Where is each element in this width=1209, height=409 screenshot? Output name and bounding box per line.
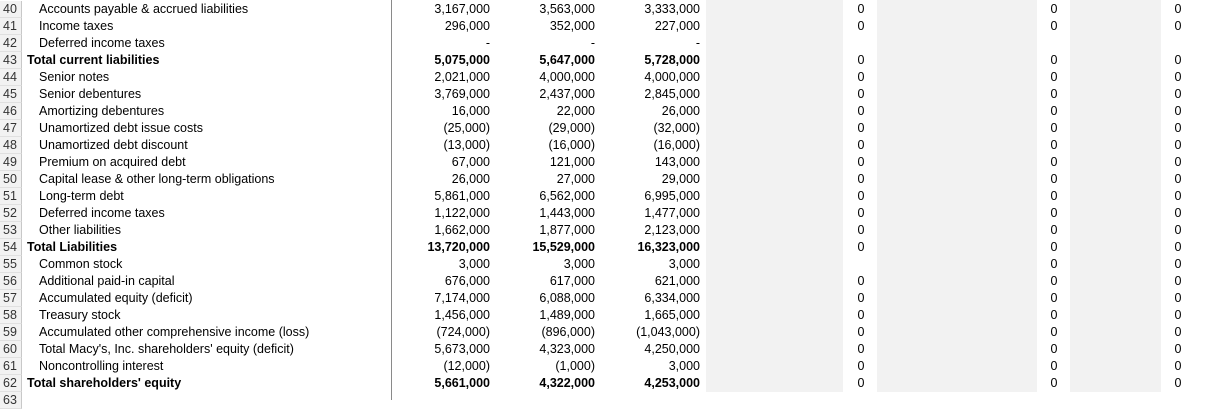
check-cell-col-3[interactable]: 0 xyxy=(1174,189,1182,203)
value-cell-col-1[interactable]: (25,000) xyxy=(443,121,490,135)
check-cell-col-2[interactable]: 0 xyxy=(1050,274,1058,288)
row-header[interactable]: 54 xyxy=(0,239,22,256)
value-cell-col-2[interactable]: 6,562,000 xyxy=(539,189,595,203)
value-cell-col-2[interactable]: 4,323,000 xyxy=(539,342,595,356)
check-cell-col-3[interactable]: 0 xyxy=(1174,291,1182,305)
value-cell-col-2[interactable]: (16,000) xyxy=(548,138,595,152)
value-cell-col-3[interactable]: 5,728,000 xyxy=(644,53,700,67)
row-label-cell[interactable]: Unamortized debt issue costs xyxy=(39,121,203,135)
row-label-cell[interactable]: Total shareholders' equity xyxy=(27,376,182,390)
value-cell-col-2[interactable]: 5,647,000 xyxy=(539,53,595,67)
value-cell-col-2[interactable]: 617,000 xyxy=(549,274,595,288)
check-cell-col-2[interactable]: 0 xyxy=(1050,257,1058,271)
value-cell-col-3[interactable]: - xyxy=(695,36,700,50)
table-row xyxy=(0,222,1209,239)
check-cell-col-1[interactable] xyxy=(851,256,871,273)
value-cell-col-1[interactable]: 7,174,000 xyxy=(434,291,490,305)
row-label-cell[interactable]: Accumulated equity (deficit) xyxy=(39,291,193,305)
row-header[interactable]: 43 xyxy=(0,52,22,69)
check-cell-col-2[interactable]: 0 xyxy=(1050,2,1058,16)
check-cell-col-3[interactable]: 0 xyxy=(1174,359,1182,373)
check-cell-col-2[interactable]: 0 xyxy=(1050,155,1058,169)
check-cell-col-1[interactable]: 0 xyxy=(857,121,865,135)
check-cell-col-2[interactable]: 0 xyxy=(1050,189,1058,203)
row-label-cell[interactable]: Unamortized debt discount xyxy=(39,138,188,152)
check-cell-col-1[interactable]: 0 xyxy=(857,53,865,67)
row-header[interactable]: 58 xyxy=(0,307,22,324)
value-cell-col-1[interactable]: (724,000) xyxy=(436,325,490,339)
value-cell-col-1[interactable]: 16,000 xyxy=(451,104,490,118)
row-header[interactable]: 45 xyxy=(0,86,22,103)
check-cell-col-2[interactable]: 0 xyxy=(1050,19,1058,33)
check-cell-col-2[interactable]: 0 xyxy=(1050,359,1058,373)
row-label-cell[interactable]: Amortizing debentures xyxy=(39,104,165,118)
value-cell-col-1[interactable]: 1,122,000 xyxy=(434,206,490,220)
table-row xyxy=(0,324,1209,341)
table-row xyxy=(0,171,1209,188)
value-cell-col-3[interactable]: 227,000 xyxy=(654,19,700,33)
value-cell-col-1[interactable]: 26,000 xyxy=(451,172,490,186)
check-cell-col-1[interactable]: 0 xyxy=(857,325,865,339)
value-cell-col-1[interactable]: 1,662,000 xyxy=(434,223,490,237)
row-label-cell[interactable]: Total current liabilities xyxy=(27,53,160,67)
value-cell-col-2[interactable]: 2,437,000 xyxy=(539,87,595,101)
value-cell-col-2[interactable]: 15,529,000 xyxy=(532,240,595,254)
value-cell-col-1[interactable]: 3,769,000 xyxy=(434,87,490,101)
table-row xyxy=(0,273,1209,290)
check-cell-col-1[interactable]: 0 xyxy=(857,172,865,186)
value-cell-col-3[interactable]: 3,000 xyxy=(668,257,700,271)
value-cell-col-3[interactable]: (1,043,000) xyxy=(636,325,700,339)
table-row xyxy=(0,120,1209,137)
check-cell-col-1[interactable]: 0 xyxy=(857,291,865,305)
row-header[interactable]: 52 xyxy=(0,205,22,222)
row-label-cell[interactable]: Total Macy's, Inc. shareholders' equity (deficit) xyxy=(39,342,294,356)
value-cell-col-1[interactable]: 5,673,000 xyxy=(434,342,490,356)
check-cell-col-1[interactable] xyxy=(851,392,871,409)
value-cell-col-1[interactable]: (13,000) xyxy=(443,138,490,152)
value-cell-col-3[interactable]: 26,000 xyxy=(661,104,700,118)
check-cell-col-2[interactable]: 0 xyxy=(1050,172,1058,186)
value-cell-col-1[interactable]: 3,000 xyxy=(458,257,490,271)
check-cell-col-3[interactable]: 0 xyxy=(1174,342,1182,356)
table-row xyxy=(0,341,1209,358)
check-cell-col-2[interactable]: 0 xyxy=(1050,240,1058,254)
row-header[interactable]: 40 xyxy=(0,1,22,18)
check-cell-col-1[interactable]: 0 xyxy=(857,359,865,373)
table-row xyxy=(0,137,1209,154)
check-cell-col-3[interactable]: 0 xyxy=(1174,155,1182,169)
row-label-cell[interactable]: Deferred income taxes xyxy=(39,36,165,50)
row-header[interactable]: 60 xyxy=(0,341,22,358)
value-cell-col-2[interactable]: 3,563,000 xyxy=(539,2,595,16)
check-cell-col-2[interactable]: 0 xyxy=(1050,138,1058,152)
check-cell-col-2[interactable]: 0 xyxy=(1050,121,1058,135)
check-cell-col-2[interactable]: 0 xyxy=(1050,87,1058,101)
value-cell-col-2[interactable]: 3,000 xyxy=(563,257,595,271)
row-label-cell[interactable]: Accounts payable & accrued liabilities xyxy=(39,2,249,16)
value-cell-col-1[interactable]: 5,075,000 xyxy=(434,53,490,67)
row-label-cell[interactable]: Total Liabilities xyxy=(27,240,118,254)
value-cell-col-1[interactable]: 2,021,000 xyxy=(434,70,490,84)
value-cell-col-2[interactable]: (896,000) xyxy=(541,325,595,339)
row-header[interactable]: 62 xyxy=(0,375,22,392)
check-cell-col-2[interactable]: 0 xyxy=(1050,325,1058,339)
row-label-cell[interactable]: Common stock xyxy=(39,257,123,271)
row-label-cell[interactable]: Treasury stock xyxy=(39,308,121,322)
value-cell-col-2[interactable] xyxy=(505,392,595,409)
check-cell-col-2[interactable] xyxy=(1044,35,1064,52)
value-cell-col-3[interactable]: 3,000 xyxy=(668,359,700,373)
check-cell-col-1[interactable]: 0 xyxy=(857,223,865,237)
value-cell-col-1[interactable]: 296,000 xyxy=(444,19,490,33)
check-cell-col-1[interactable]: 0 xyxy=(857,189,865,203)
value-cell-col-1[interactable]: 676,000 xyxy=(444,274,490,288)
check-cell-col-3[interactable]: 0 xyxy=(1174,70,1182,84)
check-cell-col-1[interactable]: 0 xyxy=(857,342,865,356)
table-row xyxy=(0,205,1209,222)
check-cell-col-1[interactable]: 0 xyxy=(857,104,865,118)
row-label-cell[interactable]: Income taxes xyxy=(39,19,114,33)
row-label-cell[interactable]: Senior notes xyxy=(39,70,110,84)
row-label-cell[interactable]: Long-term debt xyxy=(39,189,124,203)
check-cell-col-2[interactable]: 0 xyxy=(1050,376,1058,390)
check-cell-col-2[interactable] xyxy=(1044,392,1064,409)
check-cell-col-3[interactable]: 0 xyxy=(1174,2,1182,16)
check-cell-col-3[interactable]: 0 xyxy=(1174,87,1182,101)
row-label-cell[interactable]: Senior debentures xyxy=(39,87,142,101)
value-cell-col-2[interactable]: 121,000 xyxy=(549,155,595,169)
check-cell-col-3[interactable] xyxy=(1168,392,1188,409)
value-cell-col-2[interactable]: 27,000 xyxy=(556,172,595,186)
value-cell-col-1[interactable]: 3,167,000 xyxy=(434,2,490,16)
table-row xyxy=(0,290,1209,307)
value-cell-col-3[interactable]: 1,665,000 xyxy=(644,308,700,322)
value-cell-col-2[interactable]: 4,322,000 xyxy=(539,376,595,390)
check-cell-col-3[interactable] xyxy=(1168,35,1188,52)
table-row xyxy=(0,52,1209,69)
row-header[interactable]: 41 xyxy=(0,18,22,35)
check-cell-col-3[interactable]: 0 xyxy=(1174,138,1182,152)
value-cell-col-3[interactable]: 2,123,000 xyxy=(644,223,700,237)
row-header[interactable]: 51 xyxy=(0,188,22,205)
value-cell-col-1[interactable]: 13,720,000 xyxy=(427,240,490,254)
row-label-cell[interactable]: Additional paid-in capital xyxy=(39,274,175,288)
table-row xyxy=(0,392,1209,409)
check-cell-col-1[interactable] xyxy=(851,35,871,52)
check-cell-col-3[interactable]: 0 xyxy=(1174,308,1182,322)
value-cell-col-2[interactable]: 4,000,000 xyxy=(539,70,595,84)
check-cell-col-2[interactable]: 0 xyxy=(1050,342,1058,356)
value-cell-col-3[interactable]: 29,000 xyxy=(661,172,700,186)
check-cell-col-3[interactable]: 0 xyxy=(1174,257,1182,271)
value-cell-col-3[interactable] xyxy=(610,392,700,409)
value-cell-col-2[interactable]: (29,000) xyxy=(548,121,595,135)
check-cell-col-3[interactable]: 0 xyxy=(1174,376,1182,390)
check-cell-col-3[interactable]: 0 xyxy=(1174,240,1182,254)
check-cell-col-3[interactable]: 0 xyxy=(1174,121,1182,135)
row-label-cell[interactable]: Premium on acquired debt xyxy=(39,155,186,169)
value-cell-col-3[interactable]: 4,000,000 xyxy=(644,70,700,84)
row-header[interactable]: 63 xyxy=(0,392,22,409)
row-header[interactable]: 56 xyxy=(0,273,22,290)
value-cell-col-3[interactable]: 4,253,000 xyxy=(644,376,700,390)
check-cell-col-2[interactable]: 0 xyxy=(1050,291,1058,305)
value-cell-col-3[interactable]: 16,323,000 xyxy=(637,240,700,254)
check-cell-col-2[interactable]: 0 xyxy=(1050,104,1058,118)
value-cell-col-2[interactable]: 1,443,000 xyxy=(539,206,595,220)
check-cell-col-3[interactable]: 0 xyxy=(1174,19,1182,33)
row-header[interactable]: 57 xyxy=(0,290,22,307)
row-header[interactable]: 48 xyxy=(0,137,22,154)
check-cell-col-1[interactable]: 0 xyxy=(857,138,865,152)
check-cell-col-1[interactable]: 0 xyxy=(857,376,865,390)
value-cell-col-2[interactable]: (1,000) xyxy=(555,359,595,373)
table-row xyxy=(0,103,1209,120)
check-cell-col-1[interactable]: 0 xyxy=(857,87,865,101)
check-cell-col-2[interactable]: 0 xyxy=(1050,308,1058,322)
check-cell-col-3[interactable]: 0 xyxy=(1174,274,1182,288)
check-cell-col-1[interactable]: 0 xyxy=(857,308,865,322)
value-cell-col-1[interactable]: 1,456,000 xyxy=(434,308,490,322)
table-row xyxy=(0,188,1209,205)
table-row xyxy=(0,86,1209,103)
value-cell-col-3[interactable]: (16,000) xyxy=(653,138,700,152)
check-cell-col-1[interactable]: 0 xyxy=(857,19,865,33)
row-header[interactable]: 55 xyxy=(0,256,22,273)
check-cell-col-3[interactable]: 0 xyxy=(1174,172,1182,186)
value-cell-col-3[interactable]: 6,334,000 xyxy=(644,291,700,305)
value-cell-col-3[interactable]: 3,333,000 xyxy=(644,2,700,16)
table-row xyxy=(0,154,1209,171)
row-header[interactable]: 47 xyxy=(0,120,22,137)
table-row xyxy=(0,256,1209,273)
value-cell-col-2[interactable]: 1,489,000 xyxy=(539,308,595,322)
row-header[interactable]: 59 xyxy=(0,324,22,341)
check-cell-col-3[interactable]: 0 xyxy=(1174,53,1182,67)
check-cell-col-3[interactable]: 0 xyxy=(1174,206,1182,220)
row-header[interactable]: 61 xyxy=(0,358,22,375)
check-cell-col-3[interactable]: 0 xyxy=(1174,223,1182,237)
value-cell-col-1[interactable]: 5,861,000 xyxy=(434,189,490,203)
row-header[interactable]: 50 xyxy=(0,171,22,188)
check-cell-col-3[interactable]: 0 xyxy=(1174,325,1182,339)
check-cell-col-1[interactable]: 0 xyxy=(857,70,865,84)
value-cell-col-2[interactable]: 1,877,000 xyxy=(539,223,595,237)
check-cell-col-3[interactable]: 0 xyxy=(1174,104,1182,118)
row-header[interactable]: 46 xyxy=(0,103,22,120)
value-cell-col-3[interactable]: 1,477,000 xyxy=(644,206,700,220)
value-cell-col-3[interactable]: 6,995,000 xyxy=(644,189,700,203)
value-cell-col-3[interactable]: 621,000 xyxy=(654,274,700,288)
value-cell-col-3[interactable]: 143,000 xyxy=(654,155,700,169)
value-cell-col-3[interactable]: 2,845,000 xyxy=(644,87,700,101)
value-cell-col-2[interactable]: - xyxy=(590,36,595,50)
table-row xyxy=(0,239,1209,256)
check-cell-col-2[interactable]: 0 xyxy=(1050,70,1058,84)
row-header[interactable]: 53 xyxy=(0,222,22,239)
table-row xyxy=(0,18,1209,35)
table-row xyxy=(0,69,1209,86)
check-cell-col-1[interactable]: 0 xyxy=(857,274,865,288)
row-label-cell[interactable]: Other liabilities xyxy=(39,223,121,237)
row-header[interactable]: 44 xyxy=(0,69,22,86)
table-row xyxy=(0,1,1209,18)
value-cell-col-3[interactable]: 4,250,000 xyxy=(644,342,700,356)
value-cell-col-1[interactable]: 67,000 xyxy=(451,155,490,169)
row-header[interactable]: 49 xyxy=(0,154,22,171)
value-cell-col-1[interactable]: (12,000) xyxy=(443,359,490,373)
check-cell-col-2[interactable]: 0 xyxy=(1050,206,1058,220)
value-cell-col-1[interactable] xyxy=(400,392,490,409)
check-cell-col-1[interactable]: 0 xyxy=(857,155,865,169)
check-cell-col-1[interactable]: 0 xyxy=(857,206,865,220)
table-row xyxy=(0,375,1209,392)
table-row xyxy=(0,358,1209,375)
check-cell-col-1[interactable]: 0 xyxy=(857,240,865,254)
value-cell-col-1[interactable]: - xyxy=(485,36,490,50)
table-row xyxy=(0,35,1209,52)
row-label-cell[interactable]: Noncontrolling interest xyxy=(39,359,164,373)
check-cell-col-1[interactable]: 0 xyxy=(857,2,865,16)
row-label-cell[interactable]: Deferred income taxes xyxy=(39,206,165,220)
check-cell-col-2[interactable]: 0 xyxy=(1050,223,1058,237)
value-cell-col-1[interactable]: 5,661,000 xyxy=(434,376,490,390)
row-label-cell[interactable]: Capital lease & other long-term obligations xyxy=(39,172,275,186)
row-header[interactable]: 42 xyxy=(0,35,22,52)
value-cell-col-2[interactable]: 352,000 xyxy=(549,19,595,33)
value-cell-col-2[interactable]: 22,000 xyxy=(556,104,595,118)
value-cell-col-2[interactable]: 6,088,000 xyxy=(539,291,595,305)
row-label-cell[interactable]: Accumulated other comprehensive income (loss) xyxy=(39,325,310,339)
check-cell-col-2[interactable]: 0 xyxy=(1050,53,1058,67)
table-row xyxy=(0,307,1209,324)
value-cell-col-3[interactable]: (32,000) xyxy=(653,121,700,135)
